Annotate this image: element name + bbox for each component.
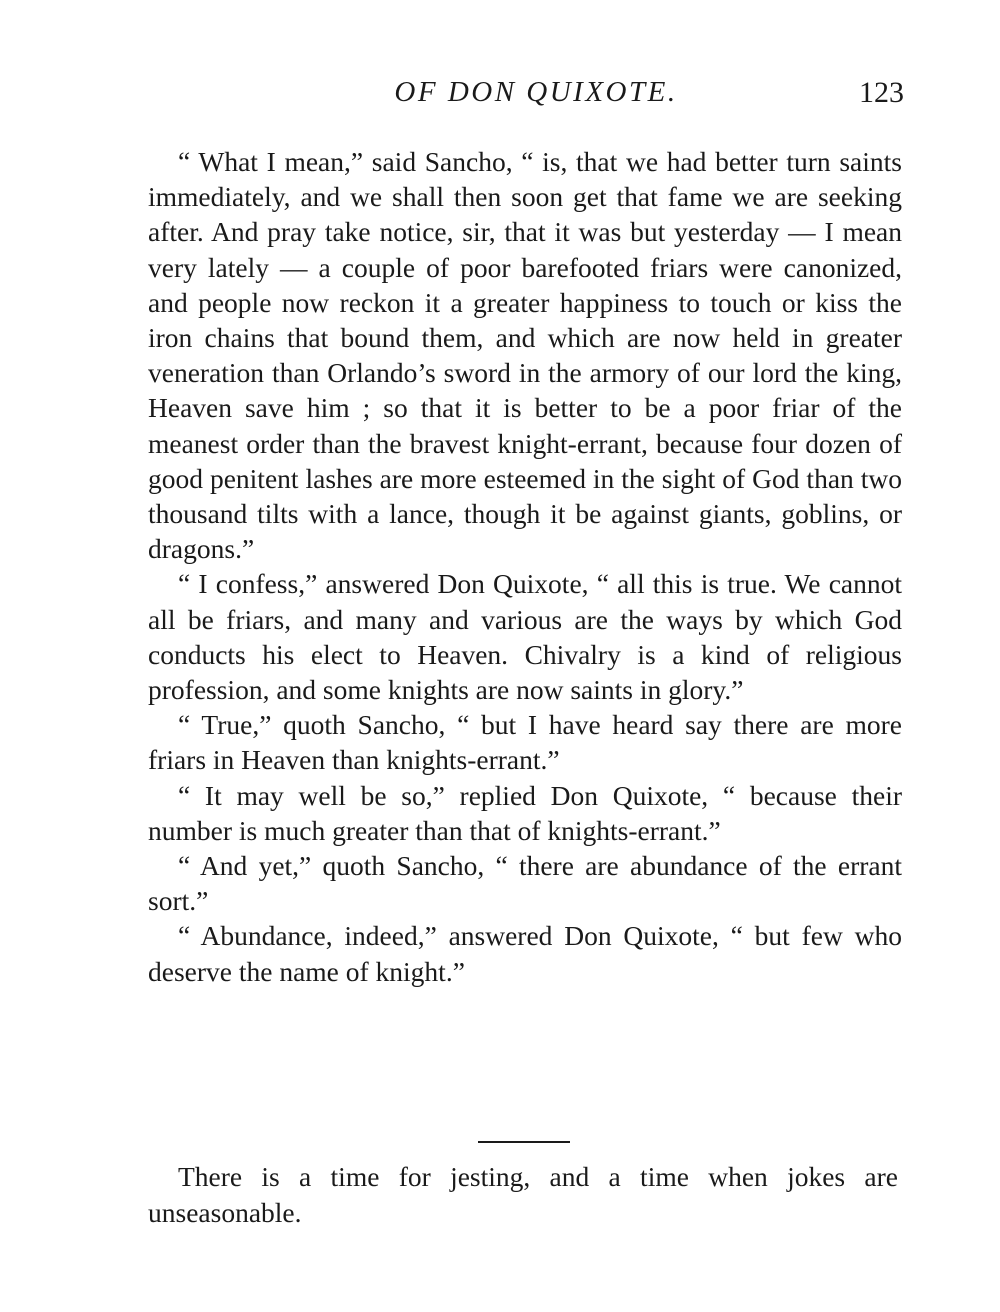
paragraph-quixote-confess: “ I confess,” answered Don Quixote, “ all this is true. We cannot all be friars, and many and various are the ways by which God conducts his elect to Heaven. Chivalry is a kind of religious profession, and some knights are now saints in glory.”: [148, 568, 902, 706]
paragraph-sancho-saints: “ What I mean,” said Sancho, “ is, that we had better turn saints immediately, and we shall then soon get that fame we are seeking after. And pray take notice, sir, that it was but yesterday — I mean very lately — a couple of poor barefooted friars were canonized, and people now reckon it a greater happiness to touch or kiss the iron chains that bound them, and which are now held in greater veneration than Orlando’s sword in the armory of our lord the king, Heaven save him ; so that it is better to be a poor friar of the meanest order than the bravest knight-errant, because four dozen of good penitent lashes are more esteemed in the sight of God than two thousand tilts with a lance, though it be against giants, goblins, or dragons.”: [148, 146, 902, 565]
body-text: [148, 144, 902, 989]
running-title: OF DON QUIXOTE.: [394, 76, 678, 108]
maxim-block: [148, 1159, 898, 1231]
page-number: 123: [859, 76, 904, 109]
running-head: [148, 76, 904, 116]
paragraph-quixote-may-well: “ It may well be so,” replied Don Quixote, “ because their number is much greater than that of knights-errant.”: [148, 779, 902, 846]
paragraph-sancho-and-yet: “ And yet,” quoth Sancho, “ there are abundance of the errant sort.”: [148, 850, 902, 917]
section-divider: [478, 1141, 570, 1143]
paragraph-quixote-abundance: “ Abundance, indeed,” answered Don Quixote, “ but few who deserve the name of knight.”: [148, 920, 902, 987]
paragraph-sancho-true: “ True,” quoth Sancho, “ but I have heard say there are more friars in Heaven than knights-errant.”: [148, 709, 902, 776]
maxim-text: There is a time for jesting, and a time when jokes are unseasonable.: [148, 1161, 898, 1228]
